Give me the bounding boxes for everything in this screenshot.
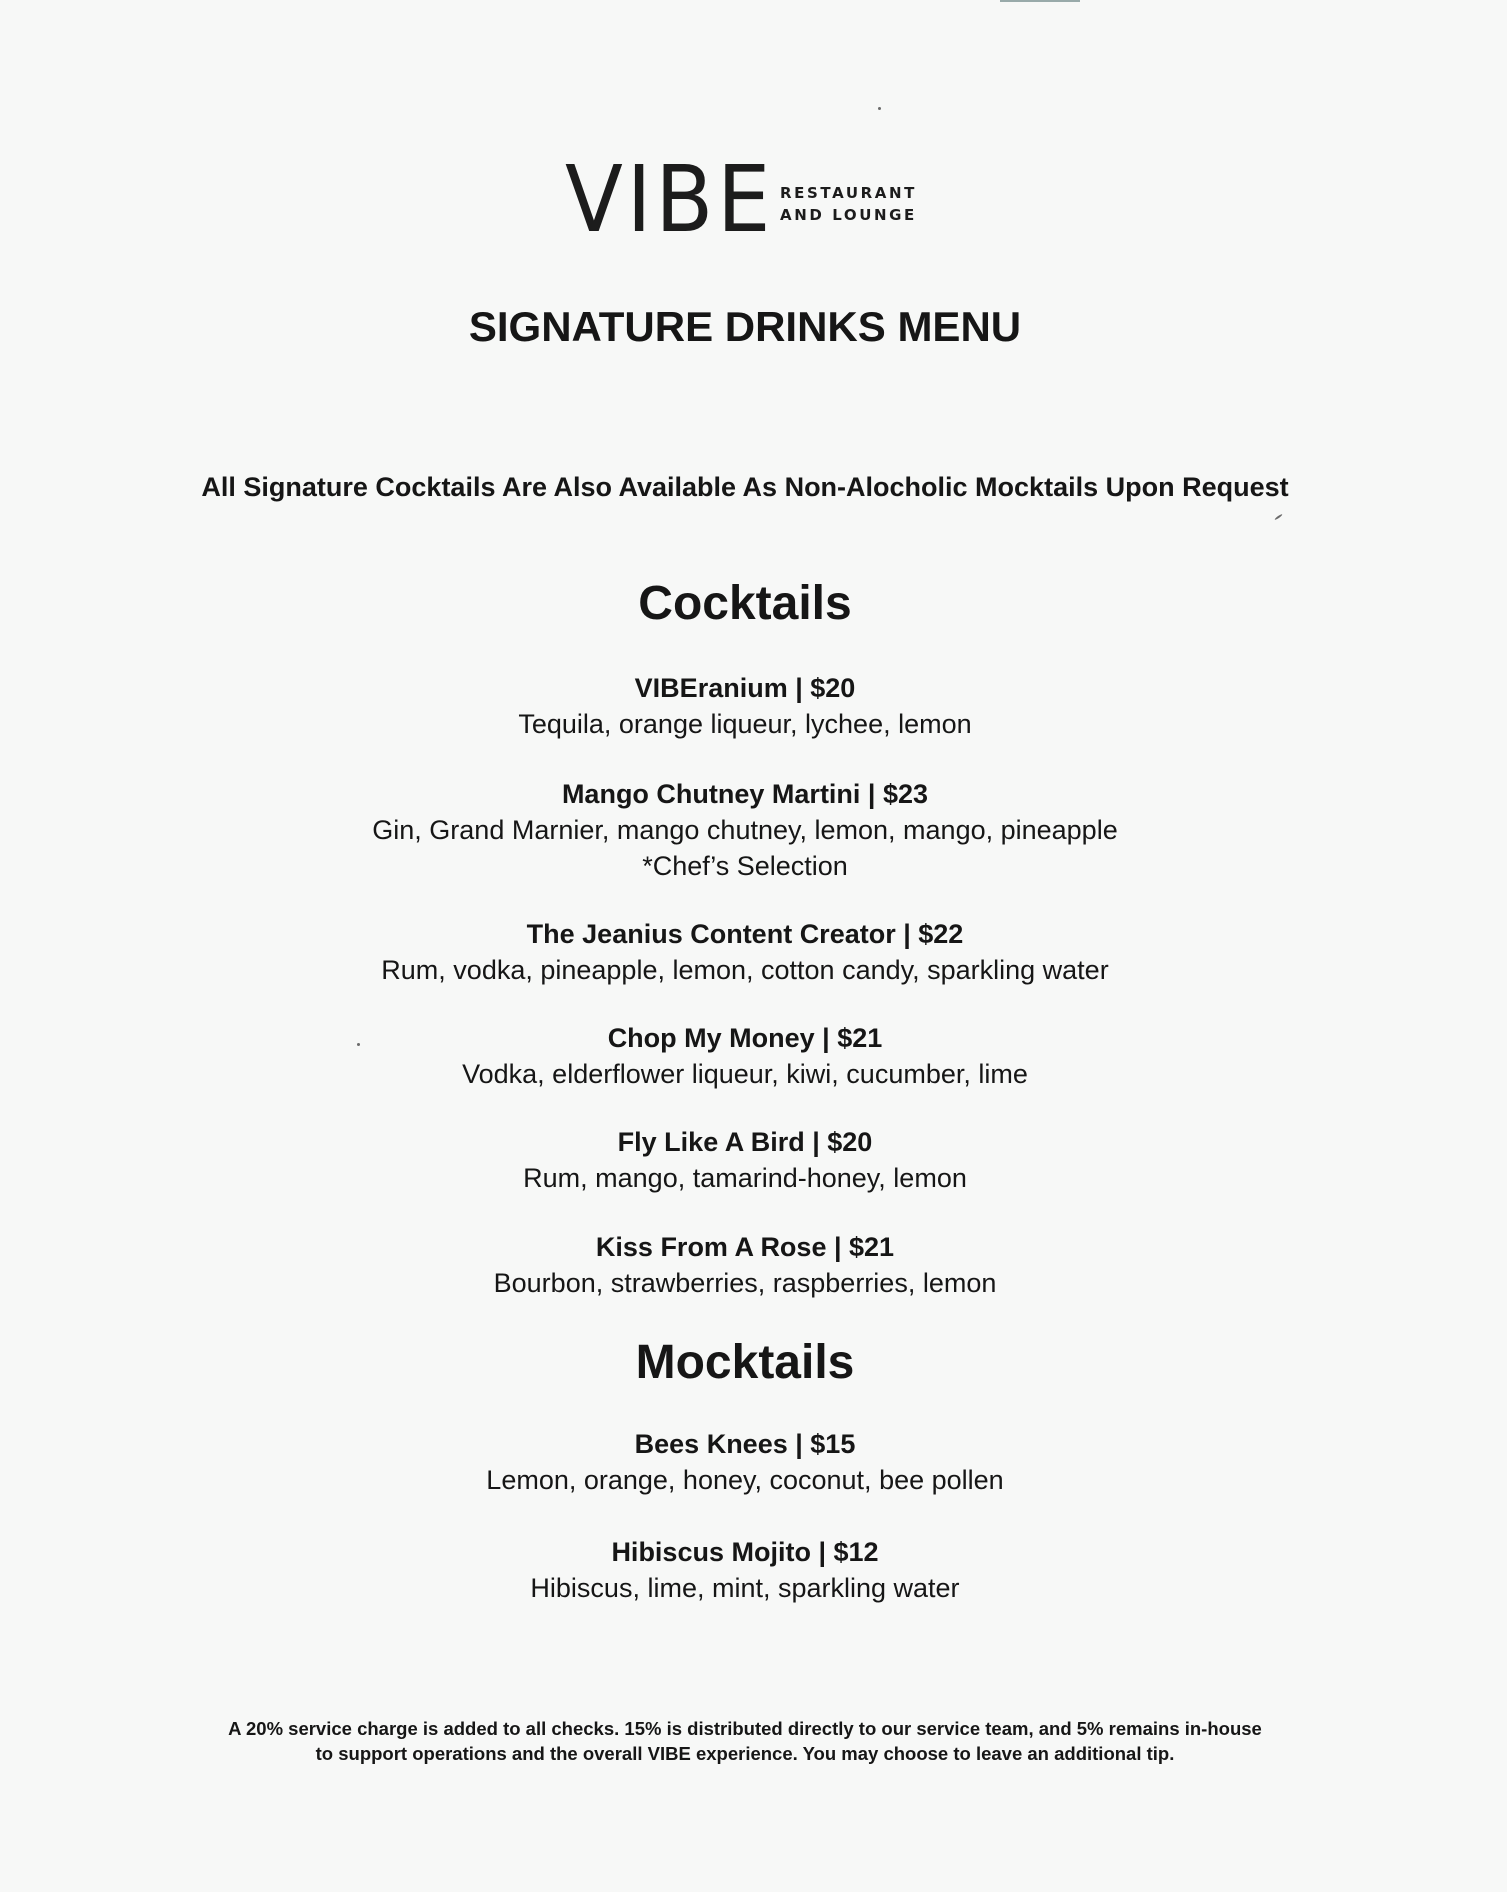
item-name: Mango Chutney Martini | $23 (561, 779, 929, 809)
item-description: Tequila, orange liqueur, lychee, lemon (518, 709, 972, 739)
menu-item (0, 916, 1490, 988)
menu-item (0, 1229, 1490, 1301)
item-name: Hibiscus Mojito | $12 (611, 1537, 879, 1567)
item-name: Kiss From A Rose | $21 (595, 1232, 895, 1262)
paper-speck (1274, 514, 1283, 521)
item-description: Rum, mango, tamarind-honey, lemon (523, 1163, 967, 1193)
mocktail-notice: All Signature Cocktails Are Also Available As Non-Alocholic Mocktails Upon Request (201, 472, 1289, 502)
service-charge-note (0, 1716, 1490, 1766)
item-name: Fly Like A Bird | $20 (617, 1127, 873, 1157)
footer-line2: to support operations and the overall VIBE experience. You may choose to leave an additional tip. (315, 1743, 1175, 1764)
item-description: Rum, vodka, pineapple, lemon, cotton candy, sparkling water (381, 955, 1109, 985)
logo-subtitle-line2: AND LOUNGE (780, 206, 917, 224)
item-description: Vodka, elderflower liqueur, kiwi, cucumber, lime (462, 1059, 1028, 1089)
logo-subtitle (780, 182, 917, 226)
item-name: The Jeanius Content Creator | $22 (526, 919, 964, 949)
menu-item (0, 1534, 1490, 1606)
item-description: Bourbon, strawberries, raspberries, lemon (493, 1268, 997, 1298)
item-note: *Chef’s Selection (642, 851, 848, 881)
page-title: SIGNATURE DRINKS MENU (468, 303, 1022, 350)
logo-subtitle-line1: RESTAURANT (780, 184, 917, 202)
paper-edge-mark (1000, 0, 1080, 2)
item-name: VIBEranium | $20 (634, 673, 856, 703)
footer-line1: A 20% service charge is added to all checks. 15% is distributed directly to our service team, and 5% remains in-house (228, 1718, 1262, 1739)
item-name: Chop My Money | $21 (607, 1023, 883, 1053)
item-description: Hibiscus, lime, mint, sparkling water (530, 1573, 960, 1603)
menu-item (0, 1124, 1490, 1196)
mocktails-heading: Mocktails (635, 1336, 855, 1389)
item-description: Gin, Grand Marnier, mango chutney, lemon, mango, pineapple (372, 815, 1118, 845)
item-description: Lemon, orange, honey, coconut, bee pollen (486, 1465, 1004, 1495)
logo (565, 146, 945, 253)
cocktails-heading: Cocktails (638, 577, 852, 630)
menu-item (0, 1426, 1490, 1498)
menu-item (0, 670, 1490, 742)
paper-speck (878, 107, 881, 110)
menu-item (0, 776, 1490, 884)
paper-speck (357, 1043, 360, 1046)
menu-item (0, 1020, 1490, 1092)
logo-wordmark: VIBE (565, 146, 775, 253)
item-name: Bees Knees | $15 (634, 1429, 856, 1459)
